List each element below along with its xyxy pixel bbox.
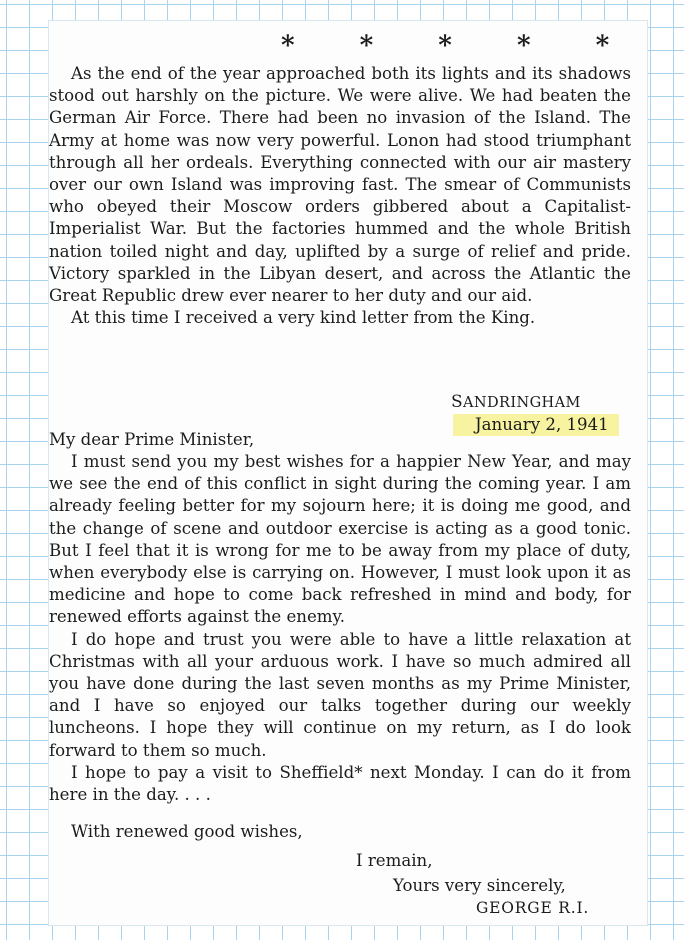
letter-valediction: Yours very sincerely, bbox=[393, 876, 566, 895]
letter-closing: With renewed good wishes, bbox=[71, 822, 303, 841]
letter-signature: GEORGE R.I. bbox=[476, 899, 590, 917]
letter-salutation: My dear Prime Minister, bbox=[49, 430, 255, 449]
narrative-text bbox=[49, 63, 631, 329]
letter-body bbox=[49, 451, 631, 806]
letter-place bbox=[451, 391, 581, 414]
book-page bbox=[48, 20, 648, 926]
letter-place-text bbox=[451, 392, 581, 412]
section-separator: * * * * * bbox=[281, 31, 638, 61]
letter-paragraph: I must send you my best wishes for a happier New Year, and may we see the end of this conflict in sight during the coming year. I am already feeling better for my sojourn here; it is doing me good, and the change of scene and outdoor exercise is acting as a good tonic. But I feel that it is wrong for me to be away from my place of duty, when everybody else is carrying on. However, I must look upon it as medicine and hope to come back refreshed in mind and body, for renewed efforts against the enemy. bbox=[49, 452, 631, 627]
place-initial: S bbox=[451, 392, 464, 412]
narrative-paragraph: At this time I received a very kind letter from the King. bbox=[71, 308, 536, 328]
place-rest: ANDRINGHAM bbox=[463, 395, 581, 411]
letter-date: January 2, 1941 bbox=[453, 414, 619, 436]
narrative-paragraph: As the end of the year approached both its lights and its shadows stood out harshly on the picture. We were alive. We had beaten the German Air Force. There had been no invasion of the Island. The Army at home was now very powerful. Lonon had stood triumphant through all her ordeals. Everything connected with our air mastery over our own Island was improving fast. The smear of Communists who obeyed their Moscow orders gibbered about a Capitalist-Imperialist War. But the factories hummed and the whole British nation toiled night and day, uplifted by a surge of relief and pride. Victory sparkled in the Libyan desert, and across the Atlantic the Great Republic drew ever nearer to her duty and our aid. bbox=[49, 64, 631, 306]
letter-paragraph: I hope to pay a visit to Sheffield* next Monday. I can do it from here in the day. . . . bbox=[49, 762, 631, 805]
letter-paragraph: I do hope and trust you were able to have a little relaxation at Christmas with all your arduous work. I have so much admired all you have done during the last seven months as my Prime Minister, and I have so enjoyed our talks together during our weekly luncheons. I hope they will continue on my return, as I do look forward to them so much. bbox=[49, 629, 631, 760]
letter-remain: I remain, bbox=[356, 851, 433, 870]
